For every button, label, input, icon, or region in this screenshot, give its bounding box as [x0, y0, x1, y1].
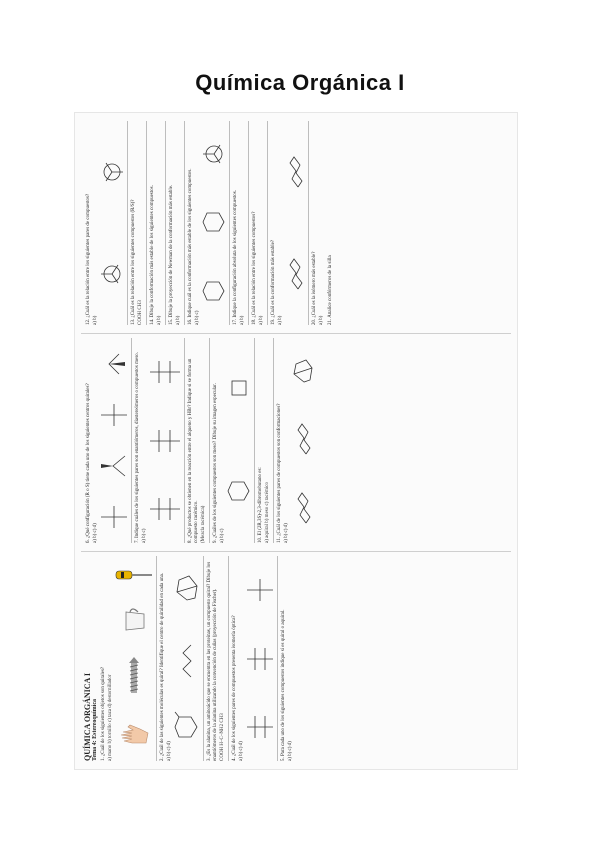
divider	[228, 556, 229, 761]
cyclohexane-structure	[201, 208, 227, 236]
divider	[131, 338, 132, 543]
objects-images	[114, 556, 154, 761]
divider	[248, 121, 249, 325]
question-2-options: a) b) c) d)	[167, 741, 172, 761]
question-16-options: a) b) c)	[195, 310, 200, 325]
question-7-structures	[148, 338, 182, 543]
question-17: 17. Indique la configuración absoluta de los siguientes compuestos.	[233, 190, 238, 325]
worksheet-column-2	[81, 333, 511, 547]
divider	[229, 121, 230, 325]
question-15: 15. Dibuje la proyección de Newman de la conformación más estable.	[169, 184, 174, 325]
fischer-structure	[99, 401, 129, 429]
question-19-options: a) b)	[278, 315, 283, 325]
question-5-options: a) b) c) d)	[288, 741, 293, 761]
question-10-options: a) aquiral b) meso c) racémico	[265, 482, 270, 543]
question-5: 5. Para cada uno de los siguientes compuestos indique si es quiral o aquiral.	[281, 609, 286, 761]
question-9: 9. ¿Cuáles de los siguientes compuestos son meso? Dibuje su imagen especular.	[213, 383, 218, 543]
fischer-structure	[245, 575, 275, 605]
fischer-structure	[99, 503, 129, 531]
cyclohexane-structure	[173, 711, 201, 745]
divider	[203, 556, 204, 761]
question-9-structures	[226, 338, 252, 543]
question-17-options: a) b)	[240, 315, 245, 325]
course-title: QUÍMICA ORGÁNICA I	[83, 672, 92, 761]
question-7: 7. Indique cuáles de los siguientes pares son enantiómeros, diastereómeros o compuestos meso.	[135, 352, 140, 543]
question-15-options: a) b)	[176, 315, 181, 325]
divider	[184, 338, 185, 543]
divider	[165, 121, 166, 325]
question-20-options: a) b)	[319, 315, 324, 325]
question-2-structures	[173, 556, 201, 761]
question-19: 19. ¿Cuál es la conformación más estable?	[271, 239, 276, 325]
scanned-worksheet	[74, 112, 518, 770]
question-8-options: (Mezcla racémica)	[201, 505, 206, 543]
question-4: 4. ¿Cuál de los siguientes pares de compuestos presenta isomería óptica?	[232, 615, 237, 761]
question-11-options: a) b) c) d)	[284, 523, 289, 543]
wedge-structure	[99, 350, 129, 378]
chair-structure	[284, 155, 306, 189]
divider	[156, 556, 157, 761]
newman-projection	[201, 141, 227, 167]
divider	[127, 121, 128, 325]
screwdriver-icon	[114, 566, 154, 584]
fischer-structure	[245, 644, 275, 674]
question-18: 18. ¿Cuál es la relación entre los siguientes compuestos?	[252, 211, 257, 325]
question-7-options: a) b) c)	[142, 528, 147, 543]
screw-icon	[123, 655, 145, 695]
question-12: 12. ¿Cuál es la relación entre los siguientes pares de compuestos?	[86, 193, 91, 325]
worksheet-column-1	[81, 551, 511, 765]
rotated-page	[75, 113, 517, 769]
question-14: 14. Dibuje la conformación más estable de los siguientes compuestos.	[150, 185, 155, 325]
wedge-structure	[99, 452, 129, 480]
question-11: 11. ¿Cuál de los siguientes pares de compuestos son conformaciones?	[277, 403, 282, 543]
bicyclic-structure	[173, 572, 201, 606]
question-11-structures	[290, 338, 316, 543]
fischer-structure	[148, 427, 182, 455]
cyclohexane-structure	[226, 476, 252, 506]
chair-structure	[284, 257, 306, 291]
question-6: 6. ¿Qué configuración (R o S) tiene cada uno de los siguientes centros quirales?	[86, 383, 91, 543]
divider	[209, 338, 210, 543]
question-2: 2. ¿Cuál de las siguientes moléculas es quiral? Identifique el centro de quiralidad en cada una.	[160, 572, 165, 761]
question-6-options: a) b) c) d)	[93, 523, 98, 543]
divider	[146, 121, 147, 325]
divider	[254, 338, 255, 543]
page-title: Química Orgánica I	[195, 70, 405, 95]
question-16-structures	[201, 121, 227, 325]
divider	[184, 121, 185, 325]
question-4-structures	[245, 556, 275, 761]
question-21: 21. Analice confórmeros de la silla	[328, 255, 333, 325]
question-13: 13. ¿Cuál es la relación entre los siguientes compuestos (R/S)?	[131, 199, 136, 325]
divider	[267, 121, 268, 325]
question-10: 10. El (2R,3S)-2,3-dibromobutano es:	[258, 467, 263, 543]
cyclobutane-structure	[226, 375, 252, 401]
newman-projection	[99, 159, 125, 185]
divider	[277, 556, 278, 761]
chain-structure	[175, 639, 199, 679]
question-8: 8. ¿Qué productos se obtienen en la reacción entre el alqueno y HBr? Indique si se forma un compuesto racémico.	[188, 358, 199, 543]
bicyclic-structure	[290, 356, 316, 386]
question-1-options: a) mano b) tornillo c) taza d) destornillador	[108, 674, 113, 761]
fischer-structure	[245, 712, 275, 742]
question-16: 16. Indique cuál es la conformación más estable de los siguientes compuestos.	[188, 168, 193, 325]
question-14-options: a) b)	[157, 315, 162, 325]
fischer-structure	[148, 358, 182, 386]
question-12-structures	[99, 121, 125, 325]
question-1: 1. ¿Cuál de los siguientes objetos son quirales?	[101, 666, 106, 761]
question-6-structures	[99, 338, 129, 543]
question-4-options: a) b) c) d)	[239, 741, 244, 761]
chair-structure	[292, 491, 314, 525]
question-3: 3. ¿Es la alanina, un aminoácido que se encuentra en las proteínas, un compuesto quiral? Dibuje los enantiómeros de la alanina utilizando la convención de cuñas (proyección de Fischer).	[207, 561, 218, 761]
question-3-options: COOH H–C–NH2 CH3	[220, 713, 225, 761]
question-20: 20. ¿Cuál es la isómero más estable?	[312, 251, 317, 325]
cyclohexane-structure	[201, 277, 227, 305]
question-13-options: COOH CH3	[138, 300, 143, 325]
newman-projection	[99, 261, 125, 287]
question-19-structures	[284, 121, 306, 325]
question-12-options: a) b)	[93, 315, 98, 325]
fischer-structure	[148, 495, 182, 523]
worksheet-column-3	[81, 117, 511, 329]
hand-icon	[116, 715, 152, 751]
topic-title: Tema 4: Estereoquímica	[92, 699, 98, 761]
cup-icon	[120, 604, 148, 634]
divider	[308, 121, 309, 325]
question-9-options: a) b) c)	[220, 528, 225, 543]
chair-structure	[292, 422, 314, 456]
question-18-options: a) b)	[259, 315, 264, 325]
divider	[273, 338, 274, 543]
